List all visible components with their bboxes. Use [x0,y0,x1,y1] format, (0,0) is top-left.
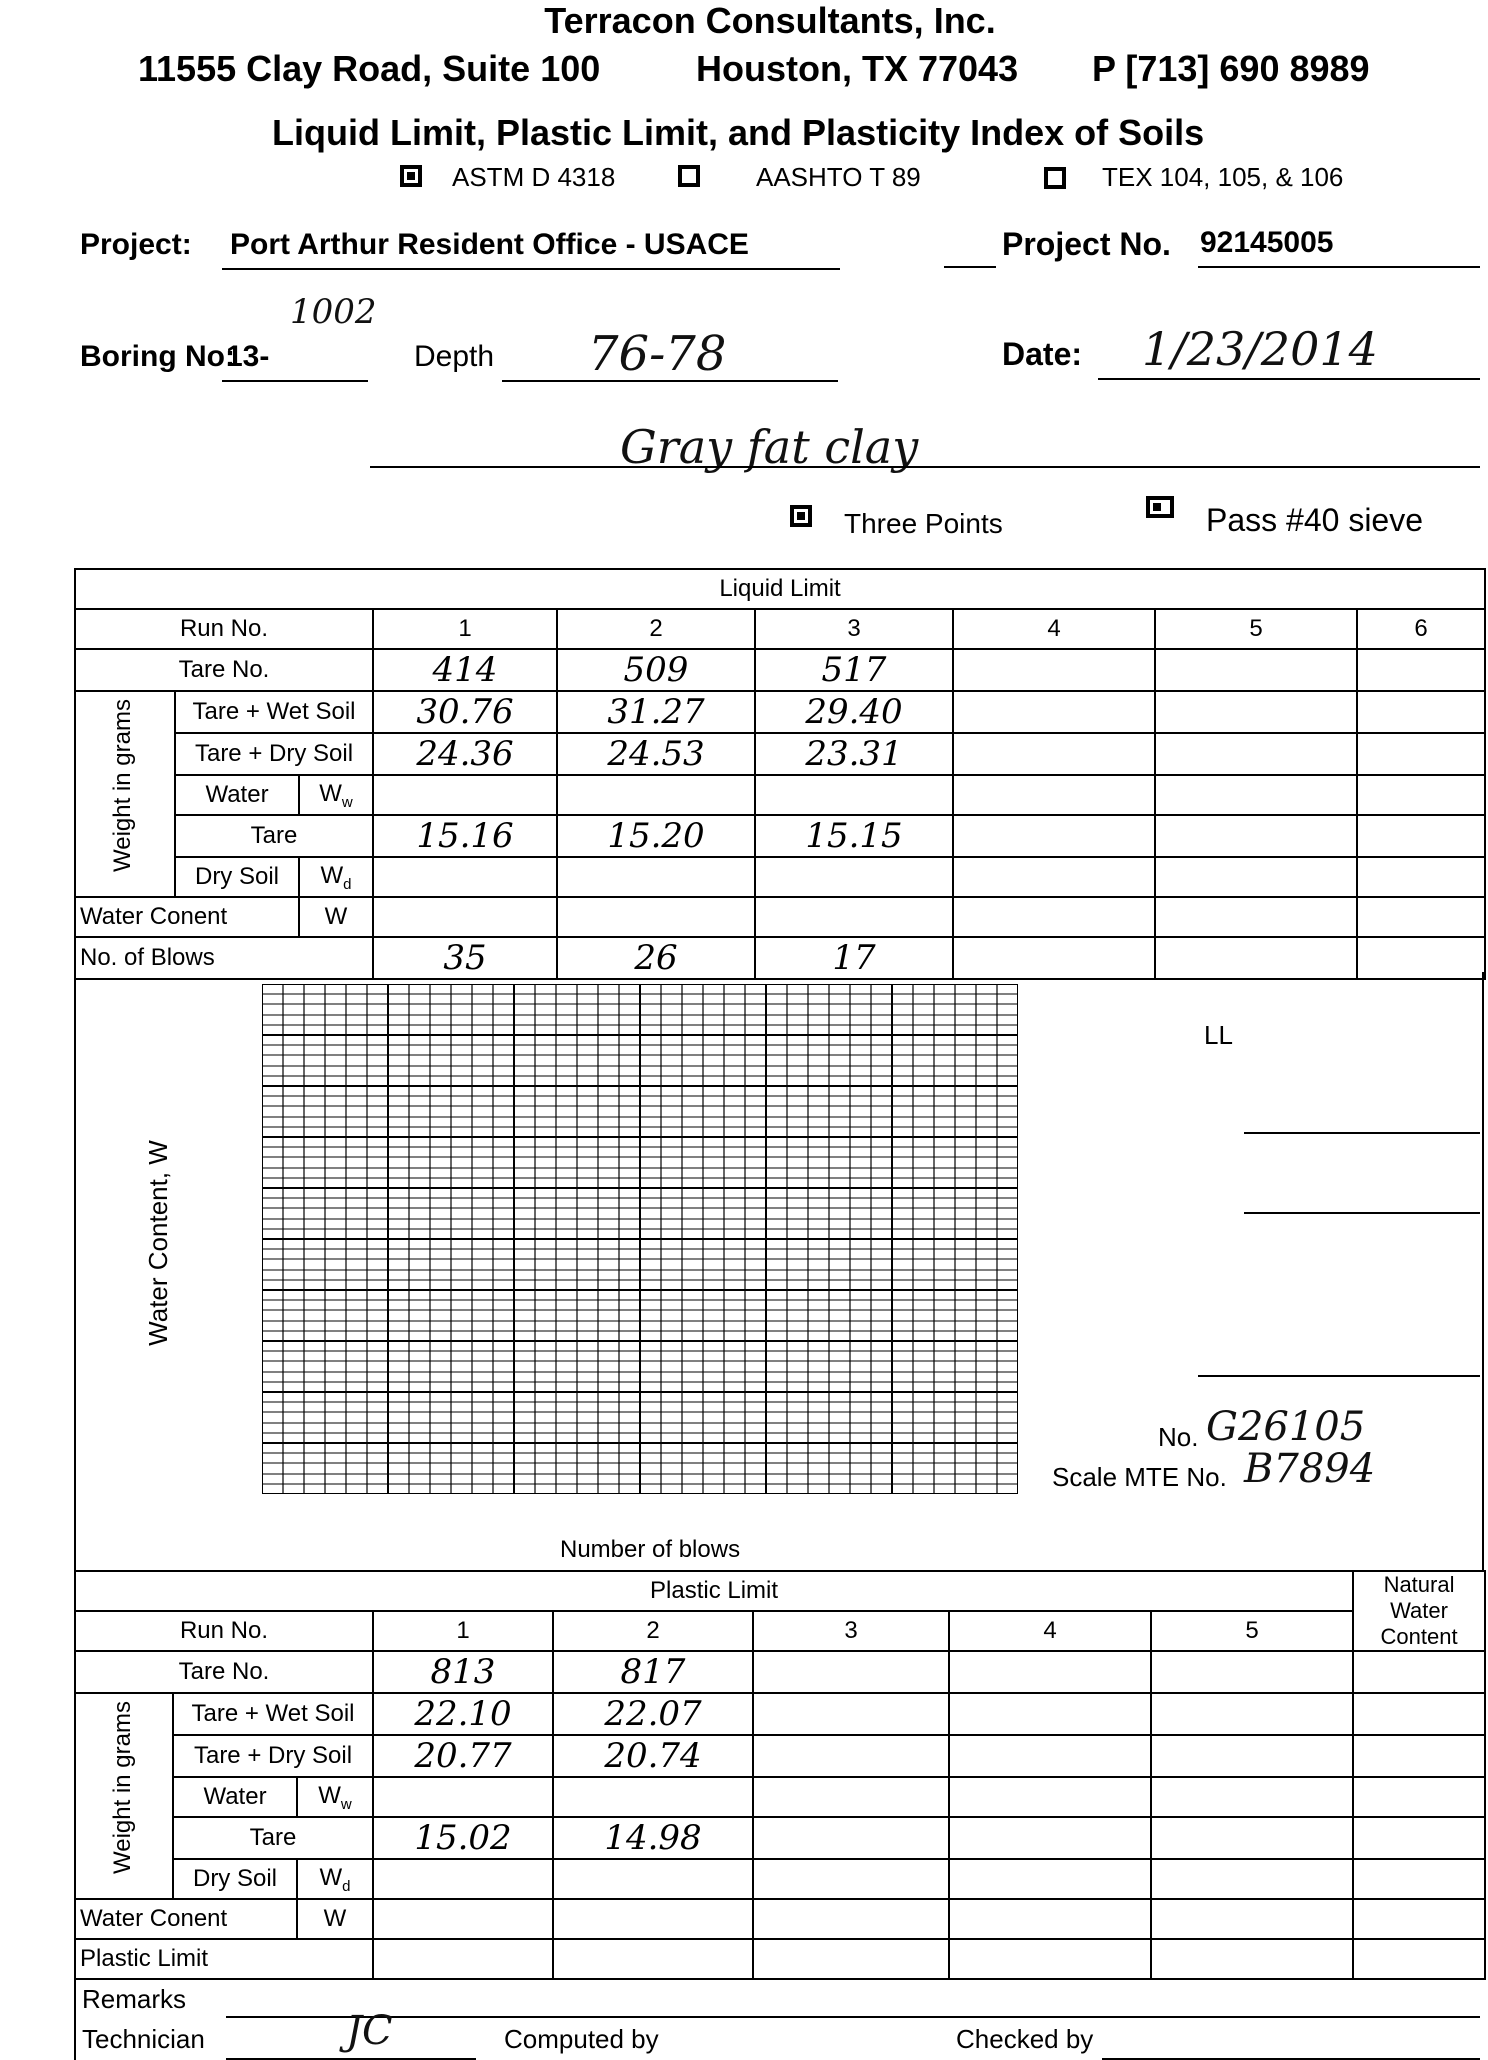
ll-wet-row [75,691,1485,733]
pl-tare-no-3[interactable] [753,1651,949,1693]
ll-tare-1[interactable]: 15.16 [373,815,557,857]
ll-drysoil-row [75,857,1485,897]
technician-label: Technician [82,2024,205,2054]
pl-water-1[interactable] [373,1777,553,1817]
pl-pl-3[interactable] [753,1939,949,1979]
pl-wd-letter: W [319,1863,343,1891]
pl-run-1: 1 [373,1611,553,1651]
pl-wc-5[interactable] [1151,1899,1353,1939]
pl-run-label: Run No. [75,1611,373,1651]
pl-drysoil-3[interactable] [753,1859,949,1899]
pl-wet-row [75,1693,1485,1735]
ll-w-symbol: W [299,897,373,937]
pl-water-label: Water [173,1777,297,1817]
pl-wc-label: Water Conent [75,1899,297,1939]
pl-drysoil-row [75,1859,1485,1899]
pl-weight-cell [75,1693,173,1899]
ll-title-row [75,569,1485,609]
pl-wc-4[interactable] [949,1899,1151,1939]
tex-checkbox[interactable] [1044,167,1066,189]
natural-water-wc[interactable] [1353,1899,1485,1939]
footer-left-border [74,1976,76,2060]
pass40-label: Pass #40 sieve [1206,502,1424,538]
project-no: 92145005 [1200,226,1334,259]
ll-wet-1[interactable]: 30.76 [373,691,557,733]
no-label: No. [1158,1422,1199,1452]
no-value: G26105 [1206,1404,1366,1450]
boring-handwritten: 1002 [290,292,377,332]
ll-dry-label: Tare + Dry Soil [175,733,373,775]
project-label: Project: [80,228,192,261]
project-no-label: Project No. [1002,226,1171,262]
pl-pl-1[interactable] [373,1939,553,1979]
three-points-label: Three Points [844,508,1003,539]
pl-wet-1[interactable]: 22.10 [373,1693,553,1735]
astm-checkbox[interactable] [400,165,422,187]
ll-wc-3[interactable] [755,897,953,937]
ll-run-label: Run No. [75,609,373,649]
pl-tare-5[interactable] [1151,1817,1353,1859]
pl-pl-label: Plastic Limit [75,1939,373,1979]
pl-pl-row [75,1939,1485,1979]
ll-ww-letter: W [319,779,342,807]
pl-run-row [75,1611,1485,1651]
pl-tare-no-5[interactable] [1151,1651,1353,1693]
ll-weight-cell [75,691,175,897]
pl-drysoil-label: Dry Soil [173,1859,297,1899]
three-points-checkbox[interactable] [790,505,812,527]
checked-by-label: Checked by [956,2024,1094,2054]
ll-wet-4[interactable] [953,691,1155,733]
ll-dry-row [75,733,1485,775]
natural-water-wet[interactable] [1353,1693,1485,1735]
pl-wet-4[interactable] [949,1693,1151,1735]
pl-wc-2[interactable] [553,1899,753,1939]
ll-water-row [75,775,1485,815]
pl-water-row [75,1777,1485,1817]
ll-water-3[interactable] [755,775,953,815]
pl-tare-no-2[interactable]: 817 [553,1651,753,1693]
soil-description: Gray fat clay [620,420,919,474]
pl-tare-4[interactable] [949,1817,1151,1859]
pl-tare-no-row [75,1651,1485,1693]
ll-title: Liquid Limit [75,569,1485,609]
natural-water-dry[interactable] [1353,1735,1485,1777]
graph-y-label: Water Content, W [143,1140,173,1346]
pl-run-4: 4 [949,1611,1151,1651]
pl-drysoil-2[interactable] [553,1859,753,1899]
pl-drysoil-5[interactable] [1151,1859,1353,1899]
aashto-checkbox[interactable] [678,165,700,187]
blow-count-grid [262,984,1018,1494]
ll-wet-5[interactable] [1155,691,1357,733]
pl-drysoil-1[interactable] [373,1859,553,1899]
ll-water-1[interactable] [373,775,557,815]
ll-wet-6[interactable] [1357,691,1485,733]
pl-pl-2[interactable] [553,1939,753,1979]
pl-w-symbol: W [297,1899,373,1939]
ll-drysoil-1[interactable] [373,857,557,897]
ll-drysoil-6[interactable] [1357,857,1485,897]
natural-water-water[interactable] [1353,1777,1485,1817]
ll-dry-4[interactable] [953,733,1155,775]
ll-tare-3[interactable]: 15.15 [755,815,953,857]
ll-water-5[interactable] [1155,775,1357,815]
ll-tare-no-4[interactable] [953,649,1155,691]
depth-label: Depth [414,340,495,373]
technician-value: JC [346,2008,393,2054]
astm-label: ASTM D 4318 [452,162,616,192]
ll-run-6: 6 [1357,609,1485,649]
ll-tare-no-6[interactable] [1357,649,1485,691]
ll-tare-2[interactable]: 15.20 [557,815,755,857]
ll-tare-no-3[interactable]: 517 [755,649,953,691]
ll-tare-no-2[interactable]: 509 [557,649,755,691]
ll-blows-1[interactable]: 35 [373,937,557,979]
natural-water-pl[interactable] [1353,1939,1485,1979]
pl-tare-no-label: Tare No. [75,1651,373,1693]
ll-ww-symbol [299,775,373,815]
pl-dry-label: Tare + Dry Soil [173,1735,373,1777]
ll-wc-row [75,897,1485,937]
pl-dry-3[interactable] [753,1735,949,1777]
ll-dry-3[interactable]: 23.31 [755,733,953,775]
ll-blows-label: No. of Blows [75,937,373,979]
ll-wd-letter: W [320,861,344,889]
ll-blows-2[interactable]: 26 [557,937,755,979]
ll-run-4: 4 [953,609,1155,649]
pl-tare-label: Tare [173,1817,373,1859]
ll-drysoil-3[interactable] [755,857,953,897]
ll-ww-sub: w [341,793,353,811]
pass40-checkbox[interactable] [1146,496,1174,518]
pl-tare-row [75,1817,1485,1859]
ll-run-3: 3 [755,609,953,649]
ll-tare-no-1[interactable]: 414 [373,649,557,691]
natural-water-tare-wt[interactable] [1353,1817,1485,1859]
pl-ww-sub: w [340,1795,352,1813]
ll-result-label: LL [1204,1020,1233,1050]
ll-dry-5[interactable] [1155,733,1357,775]
tex-label: TEX 104, 105, & 106 [1102,162,1344,192]
project-name: Port Arthur Resident Office - USACE [230,228,749,261]
ll-water-4[interactable] [953,775,1155,815]
company-name: Terracon Consultants, Inc. [544,0,996,41]
company-address: 11555 Clay Road, Suite 100 [138,48,601,89]
graph-x-label: Number of blows [560,1536,741,1563]
ll-tare-label: Tare [175,815,373,857]
liquid-limit-table [74,568,1486,980]
ll-blows-3[interactable]: 17 [755,937,953,979]
ll-wc-6[interactable] [1357,897,1485,937]
date-label: Date: [1002,336,1083,372]
ll-run-1: 1 [373,609,557,649]
pl-pl-4[interactable] [949,1939,1151,1979]
pl-dry-4[interactable] [949,1735,1151,1777]
ll-wet-label: Tare + Wet Soil [175,691,373,733]
ll-water-6[interactable] [1357,775,1485,815]
company-phone: P [713] 690 8989 [1092,48,1370,89]
pl-water-3[interactable] [753,1777,949,1817]
ll-wc-4[interactable] [953,897,1155,937]
pl-dry-2[interactable]: 20.74 [553,1735,753,1777]
ll-dry-1[interactable]: 24.36 [373,733,557,775]
ll-dry-2[interactable]: 24.53 [557,733,755,775]
pl-dry-1[interactable]: 20.77 [373,1735,553,1777]
pl-wd-symbol [297,1859,373,1899]
pl-wd-sub: d [342,1877,351,1895]
ll-wet-2[interactable]: 31.27 [557,691,755,733]
pl-tare-no-4[interactable] [949,1651,1151,1693]
boring-label: Boring No: [80,340,235,373]
pl-dry-5[interactable] [1151,1735,1353,1777]
pl-tare-3[interactable] [753,1817,949,1859]
pl-wet-label: Tare + Wet Soil [173,1693,373,1735]
form-title: Liquid Limit, Plastic Limit, and Plasticity Index of Soils [272,112,1205,153]
pl-tare-2[interactable]: 14.98 [553,1817,753,1859]
ll-tare-no-row [75,649,1485,691]
ll-drysoil-5[interactable] [1155,857,1357,897]
ll-wc-label: Water Conent [75,897,299,937]
ll-wd-symbol [299,857,373,897]
ll-tare-row [75,815,1485,857]
pl-ww-letter: W [318,1781,341,1809]
ll-wd-sub: d [343,875,352,893]
pl-weight-label: Weight in grams [109,1701,136,1874]
pl-title: Plastic Limit [75,1571,1353,1611]
scale-value: B7894 [1244,1446,1376,1492]
ll-run-row [75,609,1485,649]
ll-wet-3[interactable]: 29.40 [755,691,953,733]
aashto-label: AASHTO T 89 [756,162,921,192]
ll-tare-no-label: Tare No. [75,649,373,691]
company-city: Houston, TX 77043 [696,48,1019,89]
pl-run-3: 3 [753,1611,949,1651]
pl-run-5: 5 [1151,1611,1353,1651]
pl-wet-3[interactable] [753,1693,949,1735]
ll-tare-6[interactable] [1357,815,1485,857]
pl-title-row [75,1571,1485,1611]
pl-tare-no-1[interactable]: 813 [373,1651,553,1693]
ll-drysoil-2[interactable] [557,857,755,897]
ll-tare-no-5[interactable] [1155,649,1357,691]
ll-water-2[interactable] [557,775,755,815]
pl-wc-3[interactable] [753,1899,949,1939]
ll-water-label: Water [175,775,299,815]
date-value: 1/23/2014 [1142,322,1378,376]
ll-drysoil-label: Dry Soil [175,857,299,897]
boring-prefix: 13- [226,340,270,373]
scale-label: Scale MTE No. [1052,1462,1227,1492]
pl-pl-5[interactable] [1151,1939,1353,1979]
pl-wet-5[interactable] [1151,1693,1353,1735]
pl-water-2[interactable] [553,1777,753,1817]
pl-ww-symbol [297,1777,373,1817]
ll-wc-1[interactable] [373,897,557,937]
pl-water-4[interactable] [949,1777,1151,1817]
pl-run-2: 2 [553,1611,753,1651]
ll-weight-label: Weight in grams [109,699,136,872]
pl-wet-2[interactable]: 22.07 [553,1693,753,1735]
plastic-limit-table [74,1570,1486,1980]
ll-wc-2[interactable] [557,897,755,937]
remarks-label: Remarks [82,1984,187,2014]
pl-drysoil-4[interactable] [949,1859,1151,1899]
pl-wc-row [75,1899,1485,1939]
pl-dry-row [75,1735,1485,1777]
ll-tare-4[interactable] [953,815,1155,857]
pl-wc-1[interactable] [373,1899,553,1939]
ll-wc-5[interactable] [1155,897,1357,937]
ll-dry-6[interactable] [1357,733,1485,775]
ll-run-2: 2 [557,609,755,649]
pl-tare-1[interactable]: 15.02 [373,1817,553,1859]
depth-value: 76-78 [588,326,727,382]
ll-tare-5[interactable] [1155,815,1357,857]
natural-water-tare[interactable] [1353,1651,1485,1693]
pl-water-5[interactable] [1151,1777,1353,1817]
computed-by-label: Computed by [504,2024,659,2054]
natural-water-drysoil[interactable] [1353,1859,1485,1899]
ll-run-5: 5 [1155,609,1357,649]
natural-water-label: Natural Water Content [1353,1571,1485,1651]
ll-drysoil-4[interactable] [953,857,1155,897]
